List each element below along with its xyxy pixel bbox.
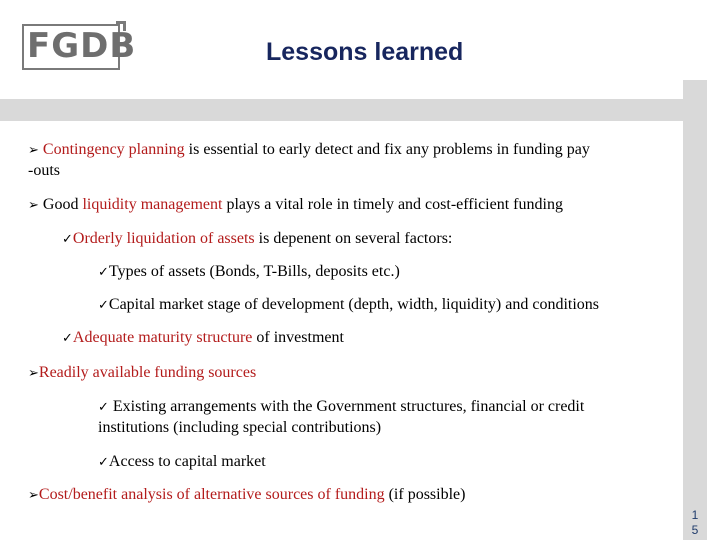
page-number xyxy=(683,508,707,538)
list-item xyxy=(62,327,344,349)
list-item xyxy=(28,194,563,216)
item-text: of investment xyxy=(252,329,344,346)
item-continuation: -outs xyxy=(28,162,60,179)
highlight-text: liquidity management xyxy=(82,196,223,213)
item-continuation: institutions (including special contributions) xyxy=(98,419,382,436)
list-item xyxy=(28,484,465,506)
arrow-bullet-icon: ➢ xyxy=(28,143,39,158)
check-bullet-icon: ✓ xyxy=(98,400,109,415)
highlight-text: Contingency planning xyxy=(42,141,185,158)
check-bullet-icon: ✓ xyxy=(98,265,109,280)
logo-text: FGDB xyxy=(27,26,137,66)
list-item xyxy=(98,451,266,473)
item-text: is depenent on several factors: xyxy=(254,230,453,247)
fgdb-logo xyxy=(22,21,137,73)
list-item xyxy=(98,294,599,316)
right-sidebar xyxy=(683,80,707,540)
check-bullet-icon: ✓ xyxy=(98,455,109,470)
list-item xyxy=(62,228,452,250)
page-title: Lessons learned xyxy=(266,38,464,66)
item-text: Capital market stage of development (depth, width, liquidity) and conditions xyxy=(108,296,600,313)
header-band xyxy=(0,99,707,121)
item-text: Types of assets (Bonds, T-Bills, deposits etc.) xyxy=(108,263,400,280)
list-item xyxy=(98,396,584,418)
item-text: Good xyxy=(42,196,83,213)
arrow-bullet-icon: ➢ xyxy=(28,488,39,503)
item-text: Existing arrangements with the Government structures, financial or credit xyxy=(108,398,585,415)
item-text: Access to capital market xyxy=(108,453,266,470)
arrow-bullet-icon: ➢ xyxy=(28,366,39,381)
check-bullet-icon: ✓ xyxy=(62,331,73,346)
item-text: is essential to early detect and fix any problems in funding pay xyxy=(184,141,590,158)
list-item xyxy=(28,362,256,384)
page-digit: 5 xyxy=(691,523,699,537)
highlight-text: Orderly liquidation of assets xyxy=(72,230,255,247)
highlight-text: Cost/benefit analysis of alternative sources of funding xyxy=(38,486,385,503)
page-digit: 1 xyxy=(691,508,699,522)
highlight-text: Adequate maturity structure xyxy=(72,329,253,346)
list-item xyxy=(98,261,400,283)
item-text: plays a vital role in timely and cost-efficient funding xyxy=(222,196,563,213)
highlight-text: Readily available funding sources xyxy=(38,364,257,381)
list-item xyxy=(28,139,590,161)
check-bullet-icon: ✓ xyxy=(62,232,73,247)
arrow-bullet-icon: ➢ xyxy=(28,198,39,213)
check-bullet-icon: ✓ xyxy=(98,298,109,313)
item-text: (if possible) xyxy=(384,486,466,503)
